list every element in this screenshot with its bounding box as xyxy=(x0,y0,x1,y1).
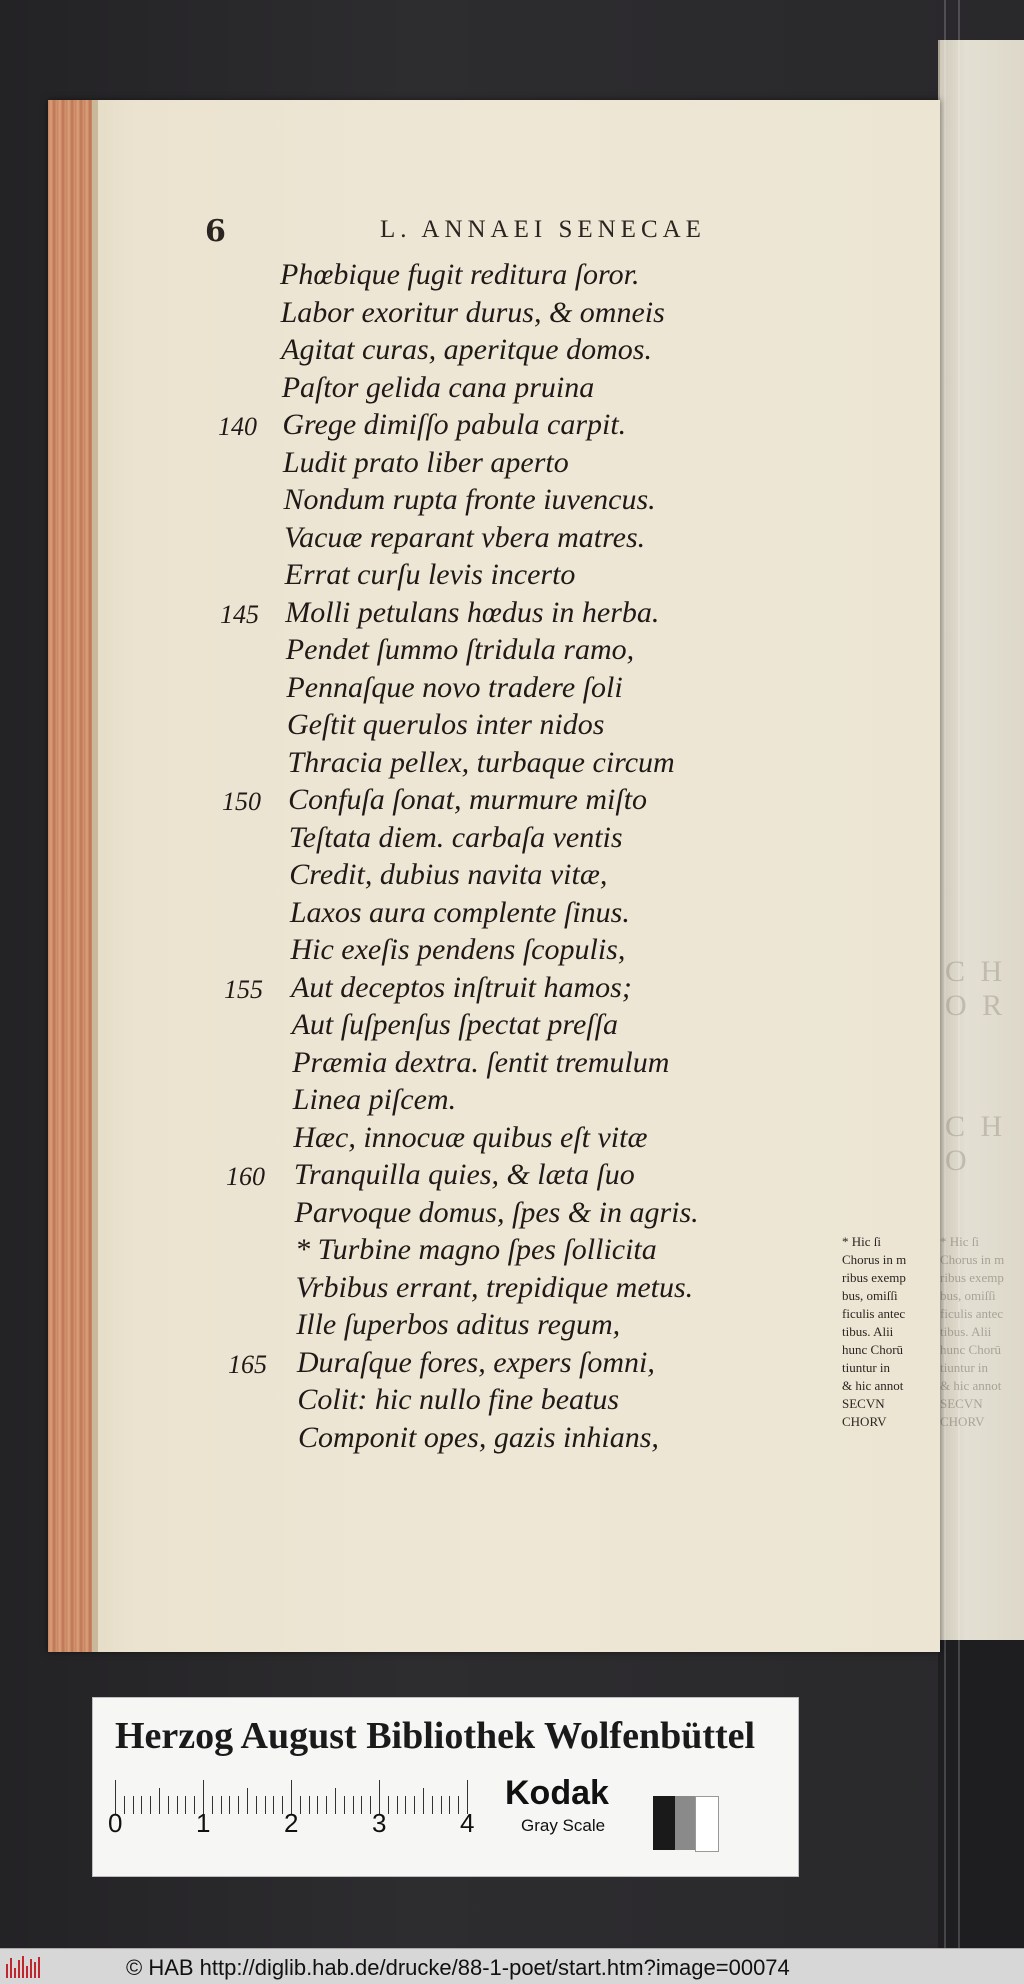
adjacent-dark-area xyxy=(938,1640,1024,1948)
verse-line: Teſtata diem. carbaſa ventis xyxy=(288,820,623,854)
line-number: 165 xyxy=(228,1349,267,1379)
margin-note-line: & hic annot xyxy=(842,1378,904,1393)
line-number: 150 xyxy=(222,787,261,816)
verse-line: Credit, dubius navita vitæ, xyxy=(289,858,608,891)
bleed-through-text: C H O R xyxy=(945,955,1007,1022)
margin-note-line: * Hic ſi xyxy=(842,1234,881,1249)
ruler-tick xyxy=(388,1796,389,1814)
margin-note-reflection-line: CHORV xyxy=(940,1414,985,1429)
ruler-tick xyxy=(309,1796,310,1814)
ruler-tick xyxy=(353,1796,354,1814)
margin-note-reflection-line: tibus. Alii xyxy=(940,1324,992,1339)
margin-note-line: ribus exemp xyxy=(842,1270,906,1285)
ruler-tick xyxy=(124,1796,125,1814)
verse-line: Tranquilla quies, & læta ſuo xyxy=(293,1158,635,1191)
margin-note-reflection-line: tiuntur in xyxy=(940,1360,989,1375)
verse-line: Pennaſque novo tradere ſoli xyxy=(286,670,623,704)
gray-swatch-white xyxy=(695,1796,719,1852)
verse-line: Hic exeſis pendens ſcopulis, xyxy=(290,933,626,966)
ruler-number: 1 xyxy=(196,1808,211,1838)
margin-note-line: hunc Chorū xyxy=(842,1342,904,1357)
ruler-tick xyxy=(265,1796,266,1814)
ruler-tick xyxy=(326,1796,327,1814)
ruler-tick xyxy=(256,1796,257,1814)
gray-swatch-mid xyxy=(675,1796,695,1850)
ruler-number: 0 xyxy=(108,1808,123,1838)
ruler-tick xyxy=(141,1796,142,1814)
margin-note-line: bus, omiſſi xyxy=(842,1288,898,1303)
verse-line: Duraſque fores, expers ſomni, xyxy=(296,1345,655,1379)
margin-note-reflection-line: hunc Chorū xyxy=(940,1342,1002,1357)
margin-note xyxy=(842,1233,938,1431)
margin-note-line: tiuntur in xyxy=(842,1360,891,1375)
scale-ruler xyxy=(115,1780,495,1836)
line-number: 145 xyxy=(220,599,259,629)
verse-line: Phœbique fugit reditura ſoror. xyxy=(280,258,640,291)
gray-swatch-black xyxy=(653,1796,675,1850)
ruler-tick xyxy=(238,1796,239,1814)
ruler-tick xyxy=(221,1796,222,1814)
color-reference-card xyxy=(92,1697,799,1877)
verse-line: Laxos aura complente ſinus. xyxy=(289,895,630,929)
margin-note-line: ficulis antec xyxy=(842,1306,906,1321)
verse-line: Confuſa ſonat, murmure miſto xyxy=(288,783,648,816)
ruler-number: 4 xyxy=(460,1808,475,1838)
verse-line: Aut ſuſpenſus ſpectat preſſa xyxy=(291,1008,618,1041)
card-title: Herzog August Bibliothek Wolfenbüttel xyxy=(115,1715,756,1757)
margin-note-reflection-line: Chorus in m xyxy=(940,1252,1005,1267)
margin-note-line: SECVN xyxy=(842,1396,885,1411)
verse-line: Molli petulans hœdus in herba. xyxy=(285,595,660,629)
verse-line: Nondum rupta fronte iuvencus. xyxy=(283,483,656,516)
ruler-tick xyxy=(177,1796,178,1814)
ruler-tick xyxy=(168,1796,169,1814)
ruler-tick xyxy=(212,1796,213,1814)
margin-note-reflection-line: bus, omiſſi xyxy=(940,1288,996,1303)
verse-line: Grege dimiſſo pabula carpit. xyxy=(282,408,627,441)
margin-note-line: Chorus in m xyxy=(842,1252,907,1267)
verse-line: Hæc, innocuæ quibus eſt vitæ xyxy=(293,1120,648,1154)
ruler-tick xyxy=(344,1796,345,1814)
ruler-tick xyxy=(405,1796,406,1814)
footer-bar xyxy=(0,1948,1024,1984)
verse-line: Agitat curas, aperitque domos. xyxy=(281,333,652,366)
ruler-tick xyxy=(185,1796,186,1814)
line-number: 155 xyxy=(224,974,263,1004)
verse-line: Paſtor gelida cana pruina xyxy=(281,370,595,404)
page-gutter xyxy=(92,100,98,1652)
ruler-tick xyxy=(449,1796,450,1814)
ruler-number: 2 xyxy=(284,1808,299,1838)
footer-copyright-link[interactable]: © HAB http://diglib.hab.de/drucke/88-1-poet/start.htm?image=00074 xyxy=(126,1955,790,1980)
margin-note-reflection-line: ribus exemp xyxy=(940,1270,1004,1285)
ruler-tick xyxy=(432,1796,433,1814)
verse-line: Parvoque domus, ſpes & in agris. xyxy=(294,1195,699,1229)
verse-line: Vrbibus errant, trepidique metus. xyxy=(295,1270,694,1304)
ruler-tick xyxy=(247,1788,248,1814)
ruler-tick xyxy=(335,1788,336,1814)
verse-line: Linea piſcem. xyxy=(292,1083,457,1116)
verse-line: Geſtit querulos inter nidos xyxy=(286,708,605,741)
ruler-tick xyxy=(317,1796,318,1814)
verse-line: Colit: hic nullo fine beatus xyxy=(297,1383,620,1416)
verse-line: Labor exoritur durus, & omneis xyxy=(280,295,665,329)
gray-scale-label: Gray Scale xyxy=(521,1816,606,1835)
ruler-tick xyxy=(229,1796,230,1814)
margin-note-line: tibus. Alii xyxy=(842,1324,894,1339)
ruler-tick xyxy=(159,1788,160,1814)
hab-logo-icon xyxy=(6,1956,46,1978)
verse-line: Ludit prato liber aperto xyxy=(282,445,569,479)
verse-line: Thracia pellex, turbaque circum xyxy=(287,745,675,779)
bleed-through-text: C H O xyxy=(945,1110,1007,1177)
kodak-logo: Kodak xyxy=(505,1774,609,1812)
ruler-number: 3 xyxy=(372,1808,387,1838)
running-head: L. ANNAEI SENECAE xyxy=(380,216,706,243)
verse-line: Aut deceptos inſtruit hamos; xyxy=(291,970,632,1004)
verse-line: Præmia dextra. ſentit tremulum xyxy=(292,1045,670,1079)
ruler-tick xyxy=(273,1796,274,1814)
ruler-tick xyxy=(414,1796,415,1814)
line-number: 160 xyxy=(226,1162,265,1191)
ruler-tick xyxy=(300,1796,301,1814)
ruler-tick xyxy=(397,1796,398,1814)
margin-note-line: CHORV xyxy=(842,1414,887,1429)
ruler-tick xyxy=(441,1796,442,1814)
verse-line: Componit opes, gazis inhians, xyxy=(298,1420,659,1454)
verse-line: Vacuæ reparant vbera matres. xyxy=(284,520,646,554)
ruler-tick xyxy=(423,1788,424,1814)
verse-line: Pendet ſummo ſtridula ramo, xyxy=(285,633,635,666)
verse-line: Ille ſuperbos aditus regum, xyxy=(296,1308,621,1341)
page-number: 6 xyxy=(205,214,226,249)
ruler-tick xyxy=(150,1796,151,1814)
page-red-edge xyxy=(48,100,96,1652)
margin-note-reflection-line: SECVN xyxy=(940,1396,983,1411)
verse-line: * Turbine magno ſpes ſollicita xyxy=(295,1233,657,1266)
margin-note-reflection-line: * Hic ſi xyxy=(940,1234,979,1249)
line-number: 140 xyxy=(218,412,257,441)
ruler-tick xyxy=(361,1796,362,1814)
margin-note-reflection xyxy=(940,1233,1020,1431)
ruler-tick xyxy=(133,1796,134,1814)
margin-note-reflection-line: & hic annot xyxy=(940,1378,1002,1393)
margin-note-reflection-line: ficulis antec xyxy=(940,1306,1004,1321)
verse-line: Errat curſu levis incerto xyxy=(284,558,576,591)
